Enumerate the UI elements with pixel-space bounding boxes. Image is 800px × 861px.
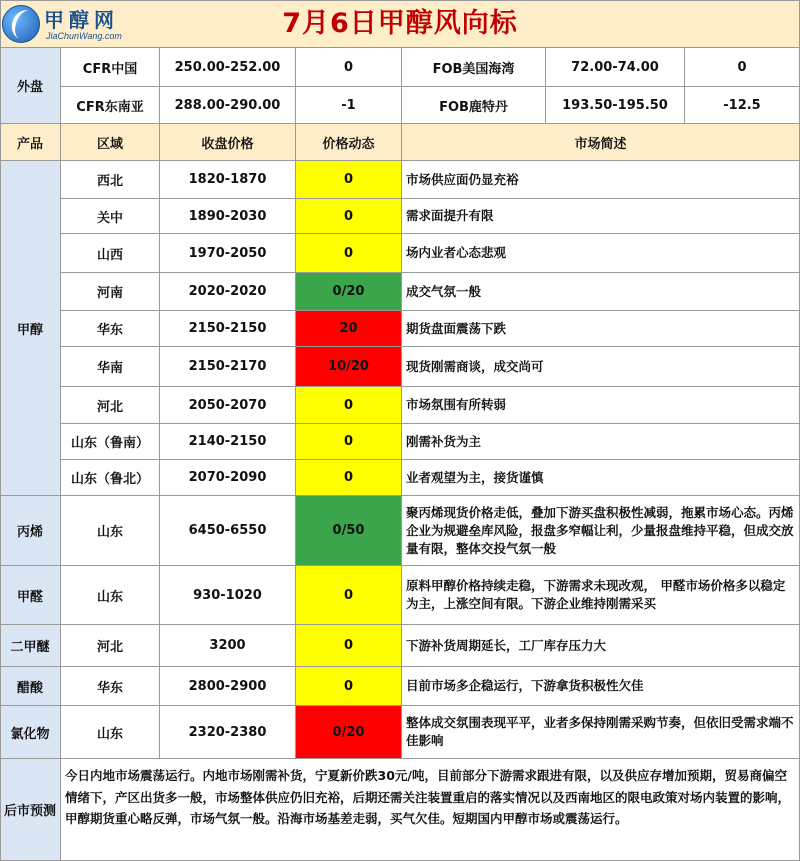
product-chloride: 氯化物 xyxy=(0,706,61,759)
table-row-price: 2020-2020 xyxy=(160,273,296,311)
external-price-cfr-china: 250.00-252.00 xyxy=(160,48,296,87)
table-row-price: 1890-2030 xyxy=(160,199,296,234)
external-name-cfr-china: CFR中国 xyxy=(61,48,160,87)
product-methanol: 甲醇 xyxy=(0,161,61,496)
column-header-region: 区域 xyxy=(61,124,160,161)
logo-english-name: JiaChunWang.com xyxy=(46,31,122,41)
table-row-description: 期货盘面震荡下跌 xyxy=(402,311,800,347)
table-row-description: 市场供应面仍显充裕 xyxy=(402,161,800,199)
table-row-description: 场内业者心态悲观 xyxy=(402,234,800,273)
table-row-region: 山东 xyxy=(61,496,160,566)
table-row-price: 2150-2150 xyxy=(160,311,296,347)
column-header-product: 产品 xyxy=(0,124,61,161)
forecast-text: 今日内地市场震荡运行。内地市场刚需补货，宁夏新价跌30元/吨，目前部分下游需求跟进有限，以及供应存增加预期，贸易商偏空情绪下，产区出货多一般，市场整体供应仍旧充裕，后期还需关注装置重启的落实情况以及西南地区的限电政策对场内装置的影响，甲醇期货重心略反弹，市场气氛一般。沿海市场基差走弱，买气欠佳。短期国内甲醇市场或震荡运行。 xyxy=(65,768,791,826)
table-row-description: 现货刚需商谈，成交尚可 xyxy=(402,347,800,387)
logo-chinese-name: 甲醇网 xyxy=(44,8,119,32)
table-row-change: 0/20 xyxy=(296,706,402,759)
table-row-change: 0 xyxy=(296,161,402,199)
table-row-description: 下游补货周期延长，工厂库存压力大 xyxy=(402,625,800,667)
table-row-change: 0 xyxy=(296,424,402,460)
table-row-description: 目前市场多企稳运行，下游拿货积极性欠佳 xyxy=(402,667,800,706)
table-row-price: 2150-2170 xyxy=(160,347,296,387)
table-row-change: 0 xyxy=(296,234,402,273)
column-header-change: 价格动态 xyxy=(296,124,402,161)
table-row-price: 2800-2900 xyxy=(160,667,296,706)
table-row-price: 1970-2050 xyxy=(160,234,296,273)
external-change-fob-us-gulf: 0 xyxy=(685,48,800,87)
table-row-change: 0 xyxy=(296,625,402,667)
external-price-cfr-sea: 288.00-290.00 xyxy=(160,87,296,124)
table-row-region: 山东（鲁北） xyxy=(61,460,160,496)
page-title: 7月6日甲醇风向标 xyxy=(282,8,518,39)
table-row-change: 0/50 xyxy=(296,496,402,566)
table-row-price: 930-1020 xyxy=(160,566,296,625)
table-row-description: 原料甲醇价格持续走稳，下游需求未现改观， 甲醛市场价格多以稳定为主，上涨空间有限。下游企业维持刚需采买 xyxy=(402,566,800,625)
table-row-change: 0 xyxy=(296,199,402,234)
table-row-change: 0 xyxy=(296,566,402,625)
table-row-region: 山东 xyxy=(61,706,160,759)
table-row-change: 0 xyxy=(296,460,402,496)
table-row-region: 河北 xyxy=(61,625,160,667)
column-header-price: 收盘价格 xyxy=(160,124,296,161)
table-row-price: 2050-2070 xyxy=(160,387,296,424)
table-row-description: 业者观望为主，接货谨慎 xyxy=(402,460,800,496)
table-row-region: 关中 xyxy=(61,199,160,234)
external-name-fob-us-gulf: FOB美国海湾 xyxy=(402,48,546,87)
table-row-price: 1820-1870 xyxy=(160,161,296,199)
table-row-price: 6450-6550 xyxy=(160,496,296,566)
table-row-price: 2070-2090 xyxy=(160,460,296,496)
table-row-description: 刚需补货为主 xyxy=(402,424,800,460)
external-name-fob-rotterdam: FOB鹿特丹 xyxy=(402,87,546,124)
table-row-change: 10/20 xyxy=(296,347,402,387)
table-row-change: 0 xyxy=(296,667,402,706)
table-row-price: 3200 xyxy=(160,625,296,667)
external-price-fob-rotterdam: 193.50-195.50 xyxy=(546,87,685,124)
table-row-region: 华东 xyxy=(61,667,160,706)
product-acetic-acid: 醋酸 xyxy=(0,667,61,706)
product-formaldehyde: 甲醛 xyxy=(0,566,61,625)
table-row-region: 河南 xyxy=(61,273,160,311)
table-row-price: 2320-2380 xyxy=(160,706,296,759)
table-row-description: 需求面提升有限 xyxy=(402,199,800,234)
table-row-region: 西北 xyxy=(61,161,160,199)
external-price-fob-us-gulf: 72.00-74.00 xyxy=(546,48,685,87)
table-row-region: 华南 xyxy=(61,347,160,387)
table-row-description: 成交气氛一般 xyxy=(402,273,800,311)
external-change-cfr-sea: -1 xyxy=(296,87,402,124)
external-change-fob-rotterdam: -12.5 xyxy=(685,87,800,124)
forecast-label: 后市预测 xyxy=(0,759,61,861)
product-propylene: 丙烯 xyxy=(0,496,61,566)
table-row-change: 0 xyxy=(296,387,402,424)
table-row-region: 山东 xyxy=(61,566,160,625)
table-row-region: 河北 xyxy=(61,387,160,424)
table-row-region: 山东（鲁南） xyxy=(61,424,160,460)
column-header-description: 市场简述 xyxy=(402,124,800,161)
table-row-region: 山西 xyxy=(61,234,160,273)
external-name-cfr-sea: CFR东南亚 xyxy=(61,87,160,124)
table-row-description: 聚丙烯现货价格走低，叠加下游买盘积极性减弱，拖累市场心态。丙烯企业为规避垒库风险，报盘多窄幅让利，少量报盘维持平稳，但成交放量有限，整体交投气氛一般 xyxy=(402,496,800,566)
table-row-change: 0/20 xyxy=(296,273,402,311)
product-dimethyl-ether: 二甲醚 xyxy=(0,625,61,667)
table-row-change: 20 xyxy=(296,311,402,347)
table-row-description: 市场氛围有所转弱 xyxy=(402,387,800,424)
table-row-price: 2140-2150 xyxy=(160,424,296,460)
external-market-label: 外盘 xyxy=(0,48,61,124)
external-change-cfr-china: 0 xyxy=(296,48,402,87)
table-row-description: 整体成交氛围表现平平，业者多保持刚需采购节奏，但依旧受需求端不佳影响 xyxy=(402,706,800,759)
table-row-region: 华东 xyxy=(61,311,160,347)
